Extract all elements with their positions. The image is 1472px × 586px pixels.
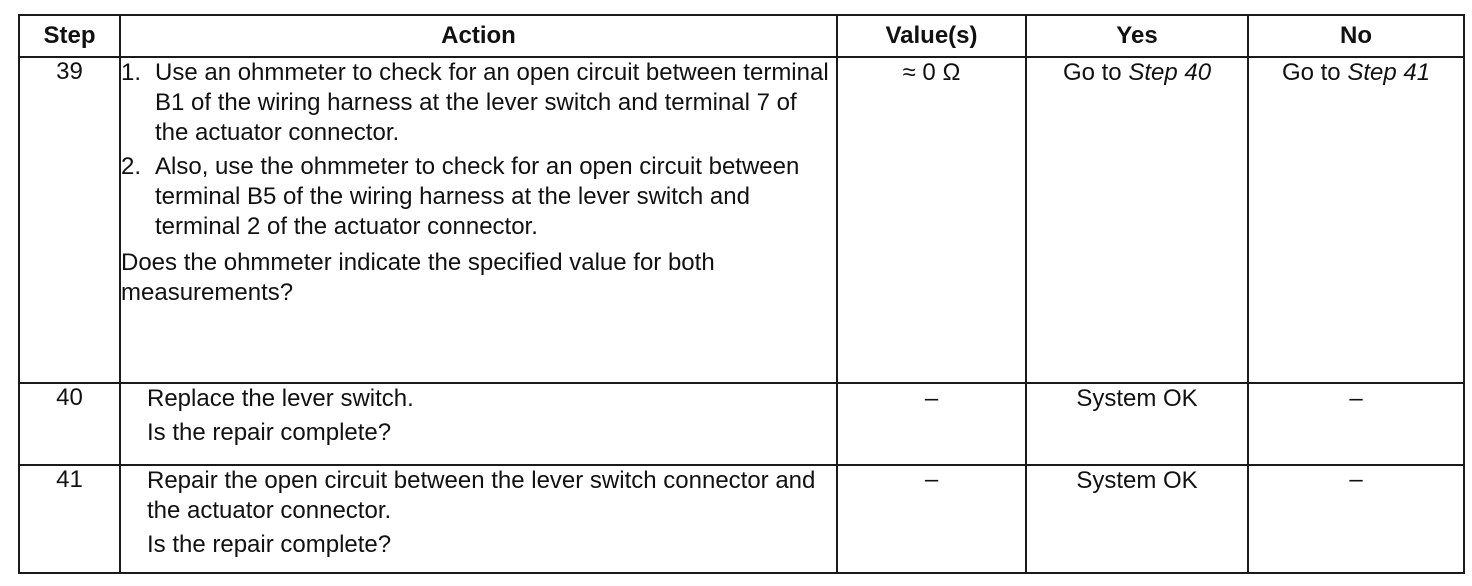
substep-number: 1.	[121, 59, 142, 86]
step-number: 39	[19, 57, 120, 383]
no-cell: –	[1248, 465, 1464, 573]
value-cell: ≈ 0 Ω	[837, 57, 1026, 383]
table-row-step-39	[19, 57, 1464, 383]
header-action: Action	[120, 15, 837, 57]
action-question: Is the repair complete?	[147, 531, 392, 558]
table-row-step-41	[19, 465, 1464, 573]
substep-text: Also, use the ohmmeter to check for an open circuit between terminal B5 of the wiring harness at the lever switch and terminal 2 of the actuator connector.	[155, 153, 800, 240]
no-cell	[1248, 57, 1464, 383]
action-text: Repair the open circuit between the lever switch connector and the actuator connector.	[147, 467, 816, 524]
step-number: 41	[19, 465, 120, 573]
action-cell	[120, 57, 837, 383]
header-yes: Yes	[1026, 15, 1248, 57]
action-cell	[120, 465, 837, 573]
diagnostic-table	[18, 14, 1465, 574]
yes-cell: System OK	[1026, 465, 1248, 573]
header-no: No	[1248, 15, 1464, 57]
no-step-link: Step 41	[1347, 59, 1431, 86]
substep-text: Use an ohmmeter to check for an open circuit between terminal B1 of the wiring harness at the lever switch and terminal 7 of the actuator connector.	[155, 59, 829, 146]
step-number: 40	[19, 383, 120, 465]
value-cell: –	[837, 383, 1026, 465]
action-question: Is the repair complete?	[147, 419, 392, 446]
header-row	[19, 15, 1464, 57]
no-prefix: Go to	[1281, 59, 1348, 86]
value-cell: –	[837, 465, 1026, 573]
action-text: Replace the lever switch.	[147, 385, 414, 412]
substep-number: 2.	[121, 153, 142, 180]
no-cell: –	[1248, 383, 1464, 465]
table-row-step-40	[19, 383, 1464, 465]
substep-item	[121, 58, 836, 148]
yes-prefix: Go to	[1062, 59, 1129, 86]
header-values: Value(s)	[837, 15, 1026, 57]
yes-cell: System OK	[1026, 383, 1248, 465]
action-question: Does the ohmmeter indicate the specified value for both measurements?	[121, 249, 715, 306]
action-cell	[120, 383, 837, 465]
header-step: Step	[19, 15, 120, 57]
yes-step-link: Step 40	[1128, 59, 1212, 86]
yes-cell	[1026, 57, 1248, 383]
substep-list	[121, 58, 836, 242]
substep-item	[121, 152, 836, 242]
